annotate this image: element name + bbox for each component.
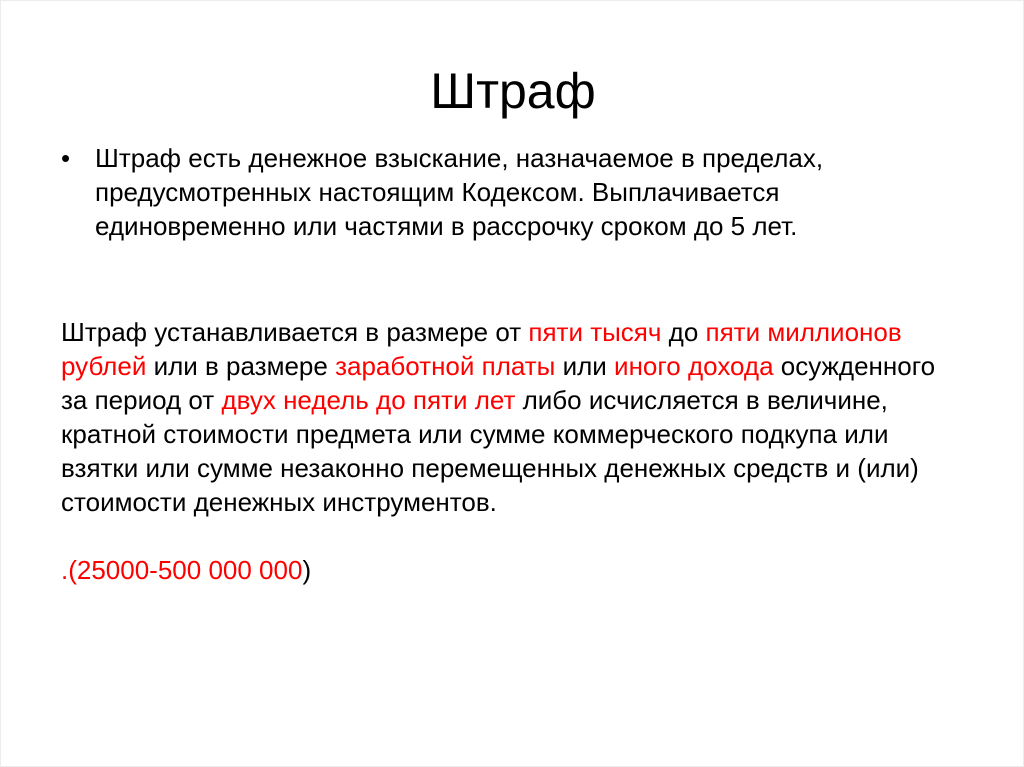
fine-range-close: ) xyxy=(302,555,312,585)
fine-range-values: .(25000-500 000 000 xyxy=(61,555,303,585)
highlight-five-thousand: пяти тысяч xyxy=(528,317,662,347)
highlight-other-income: иного дохода xyxy=(614,351,774,381)
paragraph-text-2: до xyxy=(661,317,706,347)
bullet-marker: • xyxy=(61,143,71,173)
fine-range xyxy=(61,553,961,587)
fine-amount-paragraph xyxy=(61,315,961,519)
paragraph-text-3: или в размере xyxy=(146,351,336,381)
paragraph-text-5: осужденного за период от xyxy=(61,351,936,415)
paragraph-text-4: или xyxy=(555,351,615,381)
highlight-five-million: пяти миллионов рублей xyxy=(61,317,902,381)
highlight-salary: заработной платы xyxy=(335,351,556,381)
bullet-text: Штраф есть денежное взыскание, назначаемое в пределах, предусмотренных настоящим Кодексом. Выплачивается единовременно или частями в рассрочку сроком до 5 лет. xyxy=(95,143,824,241)
paragraph-text-1: Штраф устанавливается в размере от xyxy=(61,317,529,347)
paragraph-text-6: либо исчисляется в величине, кратной стоимости предмета или сумме коммерческого подкупа или взятки или сумме незаконно перемещенных денежных средств и (или) стоимости денежных инструментов. xyxy=(61,385,919,517)
highlight-period: двух недель до пяти лет xyxy=(221,385,516,415)
slide-title: Штраф xyxy=(430,63,596,119)
